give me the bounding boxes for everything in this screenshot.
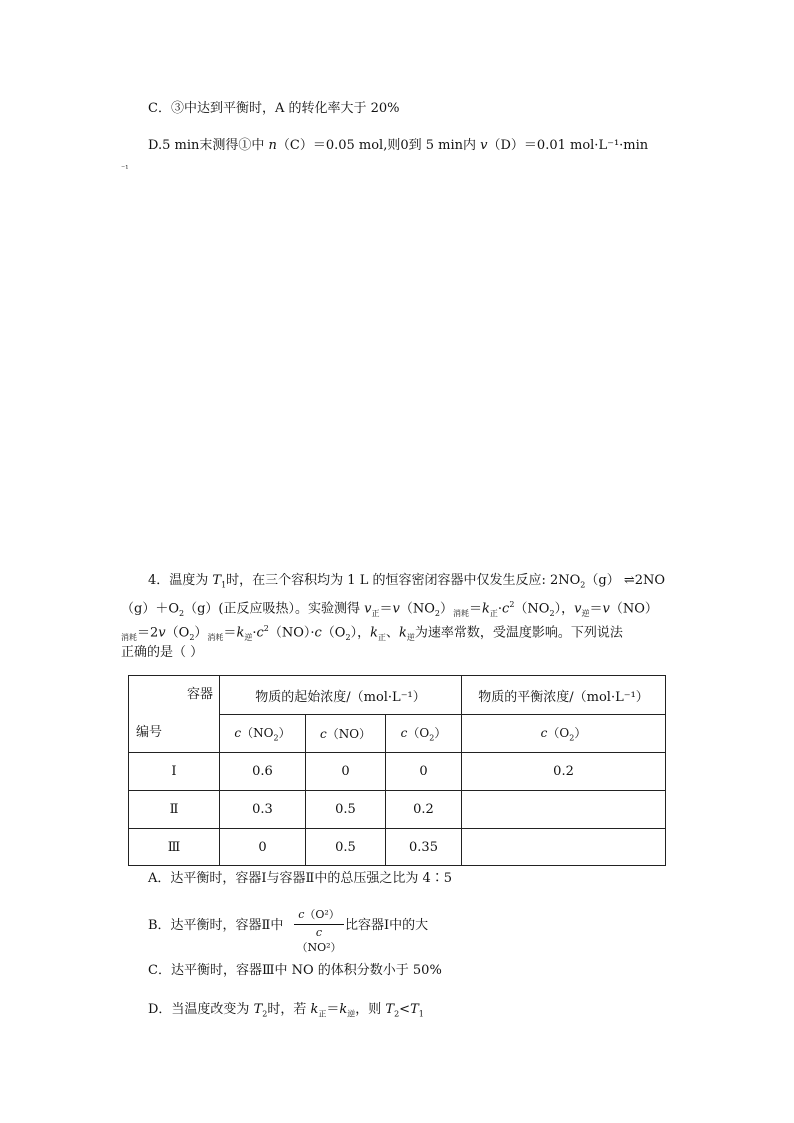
subheader-no <box>306 715 386 753</box>
q4-line-3 <box>121 621 623 646</box>
cell-o2: 0.35 <box>386 829 462 866</box>
q4-l3-sup2: 2 <box>263 624 269 633</box>
q4-l2-c: ＝ <box>379 601 393 617</box>
frac-num: （O²） <box>304 908 340 921</box>
q4-d-sub1: 1 <box>418 1009 424 1019</box>
q4-l1-b: 时，在三个容积均为 1 L 的恒容密闭容器中仅发生反应: 2NO <box>226 573 581 588</box>
q4-option-b-pre: B．达平衡时，容器Ⅱ中 <box>148 918 284 933</box>
cell-no2: 0.3 <box>220 791 306 829</box>
q4-option-d <box>148 1002 424 1023</box>
q4-l3-k2: k <box>370 625 378 641</box>
sh-c1: c <box>234 726 242 741</box>
q4-d-k2: k <box>339 1002 348 1017</box>
table-row <box>129 829 666 866</box>
q4-d-k1: k <box>310 1002 319 1017</box>
q4-l2-zheng: 正 <box>371 608 380 618</box>
q4-l3-sub2b: 2 <box>345 632 351 642</box>
q4-l2-k: k <box>482 601 490 617</box>
row-id: Ⅱ <box>129 791 220 829</box>
cell-eq <box>462 791 666 829</box>
q4-l3-ni2: 逆 <box>406 632 415 642</box>
row-id: Ⅲ <box>129 829 220 866</box>
frac-den: （NO²） <box>296 941 342 954</box>
fraction-numerator <box>294 906 344 925</box>
q4-line-1 <box>148 573 665 594</box>
q3-d-prefix: D.5 min末测得①中 <box>148 138 269 153</box>
q4-l2-v3: v <box>574 601 582 617</box>
q4-l3-b: （O <box>165 625 190 641</box>
q4-l2-cc: c <box>502 601 510 617</box>
sh-no2: （NO <box>241 726 274 741</box>
header-start-conc: 物质的起始浓度/（mol·L⁻¹） <box>220 676 462 715</box>
q3-option-c: C．③中达到平衡时，A 的转化率大于 20% <box>148 101 400 116</box>
q4-l3-g: （O <box>321 625 346 641</box>
sh-c4: c <box>540 726 548 741</box>
q4-d-pre: D．当温度改变为 <box>148 1002 254 1017</box>
q4-l2-i: ）， <box>554 601 575 617</box>
sh-eq-o2: （O <box>547 726 570 741</box>
cell-no: 0.5 <box>306 829 386 866</box>
sh-o2-sub: 2 <box>429 733 435 743</box>
q4-d-sub2b: 2 <box>394 1009 400 1019</box>
sh-no2-sub: 2 <box>273 733 279 743</box>
q4-l3-h: ）， <box>350 625 371 641</box>
q4-l2-e: ） <box>439 601 453 617</box>
q4-l3-e: · <box>252 625 257 641</box>
q4-l3-f: （NO）· <box>268 625 315 641</box>
q3-d-n: n <box>268 138 277 153</box>
cell-eq: 0.2 <box>462 753 666 791</box>
q4-l3-j: 为速率常数，受温度影响。下列说法 <box>414 625 623 641</box>
q4-l2-b: （g）(正反应吸热）。实验测得 <box>184 601 365 617</box>
q4-d-ni: 逆 <box>347 1009 356 1019</box>
q3-d-mid1: （C）＝0.05 mol,则0到 5 min内 <box>276 138 481 153</box>
sh-c3: c <box>400 726 408 741</box>
corner-bottom-label: 编号 <box>136 725 163 740</box>
q4-l2-c2: ＝ <box>589 601 603 617</box>
q4-l2-xiaohao: 消耗 <box>453 608 469 618</box>
q4-option-c: C．达平衡时，容器Ⅲ中 NO 的体积分数小于 50% <box>148 963 442 978</box>
sh-c2: c <box>319 727 327 741</box>
q4-l2-f: ＝ <box>469 601 483 617</box>
q4-l3-k3: k <box>398 625 407 641</box>
q4-l2-sub2a: 2 <box>178 608 185 618</box>
q4-d-sub2: 2 <box>262 1009 268 1019</box>
q4-d-mid: 时，若 <box>267 1002 311 1017</box>
q4-l2-v2: v <box>392 601 400 617</box>
q4-line-4: 正确的是（ ） <box>121 645 204 660</box>
table-corner-cell <box>129 676 220 753</box>
q4-d-then: ，则 <box>355 1002 386 1017</box>
q4-l1-a: 4．温度为 <box>148 573 213 588</box>
subheader-o2 <box>386 715 462 753</box>
q4-l3-sub2a: 2 <box>189 632 195 642</box>
concentration-table <box>128 675 666 866</box>
q4-d-lt: < <box>399 1002 411 1017</box>
sh-close4: ） <box>574 726 587 741</box>
cell-no: 0.5 <box>306 791 386 829</box>
cell-eq <box>462 829 666 866</box>
q3-d-v: v <box>480 138 488 153</box>
q4-l2-sup2: 2 <box>509 600 515 609</box>
cell-o2: 0.2 <box>386 791 462 829</box>
q4-d-zheng: 正 <box>318 1009 327 1019</box>
q4-l3-zheng: 正 <box>377 632 386 642</box>
q4-d-T: T <box>253 1002 263 1017</box>
q4-option-b-fraction <box>294 906 344 955</box>
q4-d-T2: T <box>385 1002 395 1017</box>
subheader-no2 <box>220 715 306 753</box>
q4-d-T1: T <box>410 1002 419 1017</box>
q4-l3-xiaohao: 消耗 <box>121 632 137 642</box>
q4-l2-a: （g）＋O <box>121 601 179 617</box>
sh-close1: ） <box>278 726 291 741</box>
q4-line-2 <box>121 597 658 622</box>
frac-den-c: c <box>315 926 323 939</box>
q4-l2-v: v <box>364 601 372 617</box>
sh-o2: （O <box>407 726 430 741</box>
q4-option-a: A．达平衡时，容器Ⅰ与容器Ⅱ中的总压强之比为 4∶5 <box>148 871 453 886</box>
q4-l2-sub2c: 2 <box>549 608 555 618</box>
q4-l3-a: ＝2 <box>137 625 159 641</box>
q4-l3-cc: c <box>256 625 264 641</box>
q3-option-d-wrap: ⁻¹ <box>121 164 129 173</box>
cell-no2: 0 <box>220 829 306 866</box>
q4-l3-d: ＝ <box>223 625 237 641</box>
q4-l2-g: · <box>497 601 503 617</box>
q4-l3-c: ） <box>194 625 208 641</box>
q4-l2-zheng2: 正 <box>489 608 498 618</box>
cell-no2: 0.6 <box>220 753 306 791</box>
q4-l2-ni: 逆 <box>581 608 590 618</box>
q4-l3-i: 、 <box>385 625 399 641</box>
frac-num-c: c <box>298 908 305 921</box>
header-eq-conc: 物质的平衡浓度/（mol·L⁻¹） <box>462 676 666 715</box>
q4-l3-ni: 逆 <box>244 632 253 642</box>
q4-d-eq: ＝ <box>326 1002 340 1017</box>
q4-l2-d: （NO <box>399 601 435 617</box>
q4-l2-h: （NO <box>514 601 550 617</box>
sh-no: （NO） <box>326 727 372 741</box>
corner-top-label: 容器 <box>186 687 213 702</box>
q4-l3-xiaohao2: 消耗 <box>207 632 224 642</box>
q4-l3-cc2: c <box>314 625 322 641</box>
q3-option-d <box>148 138 648 154</box>
table-row <box>129 753 666 791</box>
q4-l1-T: T <box>212 573 222 588</box>
q4-option-b-post: 比容器Ⅰ中的大 <box>345 918 429 933</box>
cell-no: 0 <box>306 753 386 791</box>
table-row <box>129 791 666 829</box>
q4-l3-v: v <box>158 625 166 641</box>
fraction-denominator <box>294 925 344 955</box>
cell-o2: 0 <box>386 753 462 791</box>
q3-d-mid2: （D）＝0.01 mol·L⁻¹·min <box>487 138 649 153</box>
q4-l1-c: （g） ⇌2NO <box>585 573 666 588</box>
q4-l2-sub2b: 2 <box>434 608 440 618</box>
row-id: Ⅰ <box>129 753 220 791</box>
sh-close3: ） <box>434 726 447 741</box>
q4-l2-v4: v <box>602 601 610 617</box>
subheader-eq-o2 <box>462 715 666 753</box>
q4-l3-k: k <box>236 625 245 641</box>
q4-l1-sub1: 1 <box>221 580 227 590</box>
q4-l2-j: （NO） <box>609 601 658 617</box>
q4-l1-sub2: 2 <box>580 580 586 590</box>
sh-eq-o2-sub: 2 <box>569 733 575 743</box>
